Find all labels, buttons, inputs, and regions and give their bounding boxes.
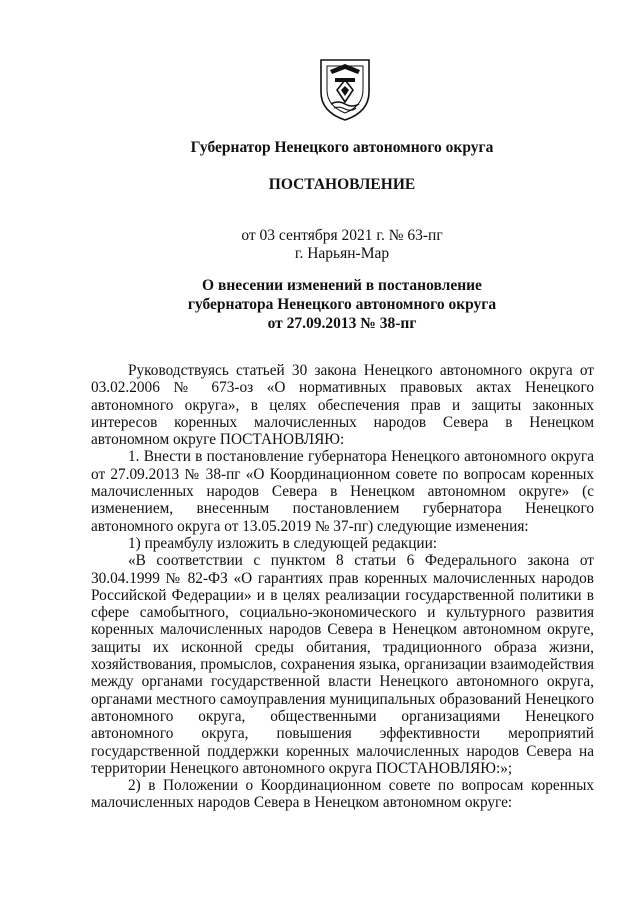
document-date-number: от 03 сентября 2021 г. № 63-пг	[241, 227, 443, 244]
item-1-paragraph: 1. Внести в постановление губернатора Ненецкого автономного округа от 27.09.2013 № 38-пг «О Координационном совете по вопросам коренных малочисленных народов Севера в Ненецком автономном округе» (с изменением, внесенным постановлением губернатора Ненецкого автономного округа от 13.05.2019 № 37-пг) следующие изменения:	[91, 448, 594, 535]
new-preamble-paragraph: «В соответствии с пунктом 8 статьи 6 Федерального закона от 30.04.1999 № 82-ФЗ «О гарантиях прав коренных малочисленных народов Российской Федерации» и в целях реализации государственной политики в сфере самобытного, социально-экономического и культурного развития коренных малочисленных народов Севера в Ненецком автономном округе, защиты их исконной среды обитания, традиционного образа жизни, хозяйствования, промыслов, сохранения языка, организации взаимодействия между органами государственной власти Ненецкого автономного округа, органами местного самоуправления муниципальных образований Ненецкого автономного округа, общественными организациями Ненецкого автономного округа, повышения эффективности мероприятий государственной поддержки коренных малочисленных народов Севера на территории Ненецкого автономного округа ПОСТАНОВЛЯЮ:»;	[91, 552, 594, 777]
document-place: г. Нарьян-Мар	[294, 245, 390, 262]
document-subject	[90, 276, 594, 333]
coat-of-arms-icon	[317, 56, 373, 122]
subject-line: губернатора Ненецкого автономного округа	[187, 296, 497, 313]
preamble-paragraph: Руководствуясь статьей 30 закона Ненецкого автономного округа от 03.02.2006 № 673-оз «О нормативных правовых актах Ненецкого автономного округа», в целях обеспечения прав и защиты законных интересов коренных малочисленных народов Севера в Ненецком автономном округе ПОСТАНОВЛЯЮ:	[91, 362, 594, 449]
subject-line: от 27.09.2013 № 38-пг	[267, 315, 417, 332]
document-type: ПОСТАНОВЛЕНИЕ	[268, 176, 416, 193]
issuing-authority: Губернатор Ненецкого автономного округа	[190, 139, 494, 156]
subject-line: О внесении изменений в постановление	[202, 277, 482, 294]
subitem-2-paragraph: 2) в Положении о Координационном совете по вопросам коренных малочисленных народов Севера в Ненецком автономном округе:	[91, 777, 594, 812]
document-body	[91, 362, 594, 812]
subitem-1-paragraph: 1) преамбулу изложить в следующей редакции:	[128, 534, 438, 552]
